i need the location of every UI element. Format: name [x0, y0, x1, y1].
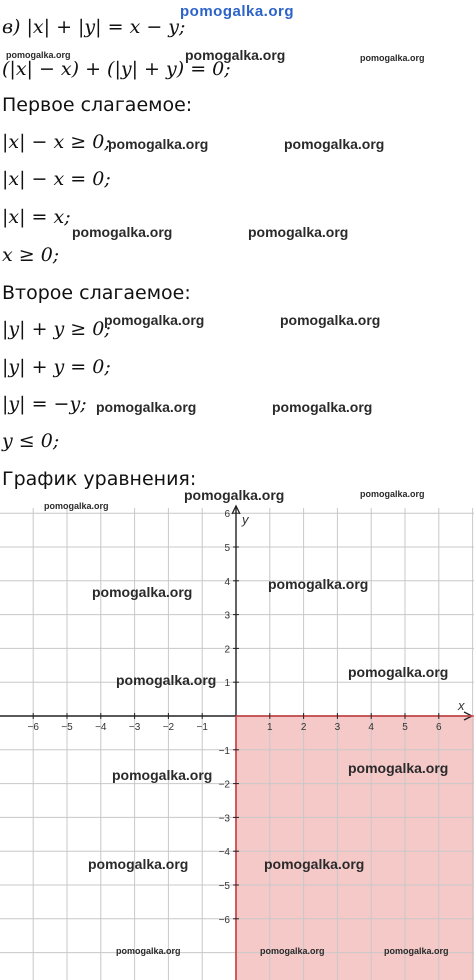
watermark: pomogalka.org	[44, 501, 109, 511]
x-tick-label: −4	[95, 722, 107, 733]
section-heading: График уравнения:	[2, 468, 197, 490]
watermark: pomogalka.org	[6, 50, 71, 60]
y-tick-label: −4	[218, 847, 230, 859]
y-axis-label: y	[242, 512, 249, 527]
y-tick-label: 5	[224, 543, 230, 554]
math-line: |y| + y ≥ 0;	[2, 318, 111, 340]
watermark: pomogalka.org	[268, 576, 369, 592]
math-line: |x| − x ≥ 0;	[2, 131, 111, 153]
y-tick-label: 2	[224, 644, 230, 656]
watermark: pomogalka.org	[185, 47, 286, 63]
x-tick-label: −1	[196, 722, 208, 733]
x-tick-label: 1	[267, 722, 273, 733]
y-tick-label: −6	[218, 914, 230, 926]
math-line: |y| = −y;	[2, 393, 87, 415]
watermark: pomogalka.org	[88, 856, 189, 872]
math-line: в) |x| + |y| = x − y;	[2, 16, 186, 38]
math-line: |x| = x;	[2, 206, 71, 228]
watermark: pomogalka.org	[180, 3, 295, 20]
watermark: pomogalka.org	[284, 136, 385, 152]
y-tick-label: 3	[224, 610, 230, 622]
math-line: y ≤ 0;	[2, 430, 60, 452]
watermark: pomogalka.org	[72, 224, 173, 240]
watermark: pomogalka.org	[384, 946, 449, 956]
watermark: pomogalka.org	[272, 399, 373, 415]
watermark: pomogalka.org	[116, 672, 217, 688]
x-tick-label: 2	[300, 722, 307, 733]
x-tick-label: 6	[436, 722, 442, 733]
watermark: pomogalka.org	[260, 946, 325, 956]
y-tick-label: 6	[224, 509, 230, 521]
y-tick-label: −1	[218, 745, 230, 757]
x-tick-label: −5	[61, 722, 73, 733]
watermark: pomogalka.org	[112, 767, 213, 783]
watermark: pomogalka.org	[104, 312, 205, 328]
section-heading: Второе слагаемое:	[2, 282, 191, 304]
watermark: pomogalka.org	[348, 760, 449, 776]
y-tick-label: 1	[224, 678, 230, 690]
watermark: pomogalka.org	[264, 856, 365, 872]
math-line: |x| − x = 0;	[2, 168, 111, 190]
watermark: pomogalka.org	[360, 53, 425, 63]
equation-graph	[0, 500, 474, 980]
watermark: pomogalka.org	[280, 312, 381, 328]
y-tick-label: 4	[224, 576, 230, 588]
watermark: pomogalka.org	[116, 946, 181, 956]
watermark: pomogalka.org	[248, 224, 349, 240]
watermark: pomogalka.org	[92, 584, 193, 600]
x-tick-label: 3	[334, 722, 341, 733]
math-line: x ≥ 0;	[2, 244, 60, 266]
math-line: (|x| − x) + (|y| + y) = 0;	[2, 58, 231, 80]
section-heading: Первое слагаемое:	[2, 94, 193, 116]
math-line: |y| + y = 0;	[2, 356, 111, 378]
x-tick-label: 5	[402, 722, 408, 733]
x-tick-label: −3	[128, 722, 141, 733]
watermark: pomogalka.org	[360, 489, 425, 499]
y-tick-label: −5	[218, 881, 230, 892]
watermark: pomogalka.org	[108, 136, 209, 152]
watermark: pomogalka.org	[348, 664, 449, 680]
watermark: pomogalka.org	[184, 487, 285, 503]
y-tick-label: −3	[218, 813, 230, 825]
x-tick-label: −2	[162, 722, 175, 733]
x-tick-label: −6	[27, 722, 39, 733]
x-axis-label: x	[458, 698, 465, 713]
x-tick-label: 4	[368, 722, 374, 733]
y-tick-label: −2	[218, 779, 230, 791]
watermark: pomogalka.org	[96, 399, 197, 415]
